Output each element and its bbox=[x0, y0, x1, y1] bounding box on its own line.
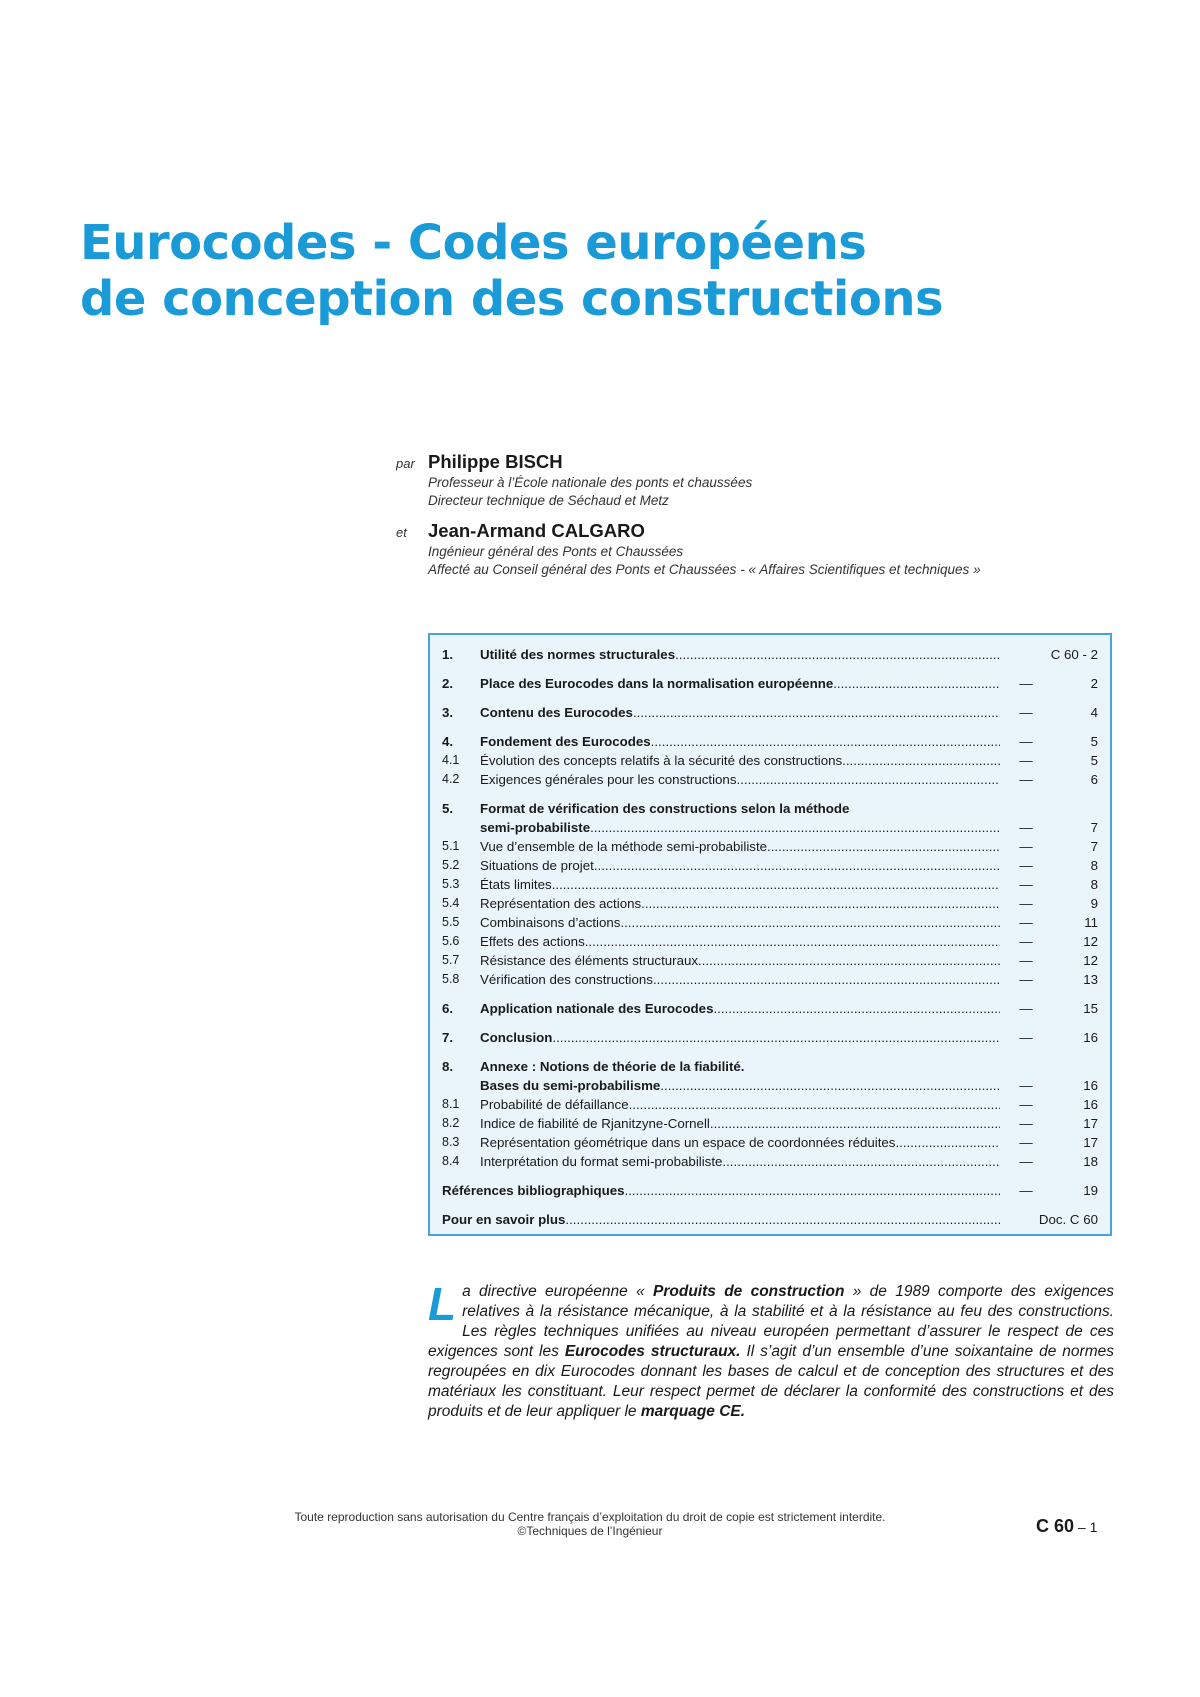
toc-leader bbox=[722, 1152, 1000, 1171]
toc-entry[interactable] bbox=[442, 894, 1098, 913]
toc-title: Probabilité de défaillance bbox=[480, 1097, 629, 1112]
toc-page: 8 bbox=[1090, 877, 1098, 892]
author-role: Professeur à l’École nationale des ponts et chaussées bbox=[428, 475, 753, 490]
toc-page: 17 bbox=[1083, 1116, 1098, 1131]
toc-title: Annexe : Notions de théorie de la fiabilité. bbox=[480, 1059, 745, 1074]
toc-leader bbox=[594, 856, 1000, 875]
toc-title: semi-probabiliste bbox=[480, 820, 591, 835]
toc-page: 16 bbox=[1083, 1030, 1098, 1045]
toc-page: 9 bbox=[1090, 896, 1098, 911]
toc-title: Effets des actions bbox=[480, 934, 585, 949]
toc-entry[interactable] bbox=[442, 913, 1098, 932]
toc-leader bbox=[641, 894, 1000, 913]
toc-entry[interactable] bbox=[442, 1133, 1098, 1152]
toc-title: Situations de projet bbox=[480, 858, 594, 873]
intro-text: a directive européenne « bbox=[462, 1283, 654, 1300]
toc-title: Résistance des éléments structuraux bbox=[480, 953, 699, 968]
toc-leader bbox=[713, 999, 1000, 1018]
author-prefix: par bbox=[396, 456, 415, 471]
toc-entry-heading[interactable] bbox=[442, 1057, 1098, 1076]
intro-text: » de 1989 comporte des exigences relatives à la résistance mécanique, à la stabilité et à la résistance au feu des constructions. Les règles techniques unifiées au niveau européen permettant d’assurer le respect de ces exigences sont les bbox=[428, 1283, 1115, 1360]
intro-emphasis: marquage CE. bbox=[640, 1403, 746, 1420]
drop-cap: L bbox=[428, 1278, 457, 1330]
toc-title: Vérification des constructions bbox=[480, 972, 653, 987]
author-role: Affecté au Conseil général des Ponts et Chaussées - « Affaires Scientifiques et techniques » bbox=[428, 562, 981, 577]
toc-dash: — bbox=[1019, 1097, 1033, 1112]
toc-leader bbox=[585, 932, 1000, 951]
toc-dash: — bbox=[1019, 1154, 1033, 1169]
authors-block bbox=[396, 450, 1148, 588]
toc-page: 11 bbox=[1084, 915, 1098, 930]
copyright-line: ©Techniques de l’Ingénieur bbox=[517, 1524, 663, 1538]
toc-title: Pour en savoir plus bbox=[442, 1212, 566, 1227]
author-calgaro bbox=[396, 519, 1148, 579]
toc-leader bbox=[565, 1210, 1000, 1229]
toc-number: 5.1 bbox=[442, 839, 460, 853]
toc-number: 8.1 bbox=[442, 1097, 460, 1111]
toc-entry-heading[interactable] bbox=[442, 799, 1098, 818]
toc-entry[interactable] bbox=[442, 1076, 1098, 1095]
intro-emphasis: Eurocodes structuraux. bbox=[564, 1343, 741, 1360]
toc-leader bbox=[653, 970, 1000, 989]
toc-title: Combinaisons d’actions bbox=[480, 915, 621, 930]
copyright-notice bbox=[200, 1510, 980, 1538]
toc-entry[interactable] bbox=[442, 1152, 1098, 1171]
toc-page: 16 bbox=[1083, 1078, 1098, 1093]
toc-leader bbox=[675, 645, 1000, 664]
toc-page: 19 bbox=[1083, 1183, 1098, 1198]
toc-title: Contenu des Eurocodes bbox=[480, 705, 633, 720]
toc-dash: — bbox=[1019, 877, 1033, 892]
toc-number: 4.1 bbox=[442, 753, 460, 767]
toc-entry[interactable] bbox=[442, 1028, 1098, 1047]
author-name: Jean-Armand CALGARO bbox=[428, 520, 645, 541]
toc-number: 2. bbox=[442, 676, 454, 691]
toc-dash: — bbox=[1019, 839, 1033, 854]
toc-page-ref: Doc. C 60 bbox=[1038, 1212, 1098, 1227]
toc-leader bbox=[620, 913, 1000, 932]
toc-number: 4. bbox=[442, 734, 454, 749]
toc-entry[interactable] bbox=[442, 856, 1098, 875]
author-role: Directeur technique de Séchaud et Metz bbox=[428, 493, 669, 508]
toc-number: 3. bbox=[442, 705, 454, 720]
toc-page: 4 bbox=[1090, 705, 1098, 720]
title-line-2: de conception des constructions bbox=[80, 271, 944, 327]
toc-entry[interactable] bbox=[442, 1181, 1098, 1200]
toc-page: 12 bbox=[1083, 953, 1098, 968]
toc-dash: — bbox=[1019, 953, 1033, 968]
toc-leader bbox=[767, 837, 1000, 856]
toc-page: 16 bbox=[1083, 1097, 1098, 1112]
toc-title: Utilité des normes structurales bbox=[480, 647, 676, 662]
toc-dash: — bbox=[1019, 772, 1033, 787]
toc-dash: — bbox=[1019, 896, 1033, 911]
toc-dash: — bbox=[1019, 1078, 1033, 1093]
author-role: Ingénieur général des Ponts et Chaussées bbox=[428, 544, 684, 559]
author-prefix: et bbox=[396, 525, 407, 540]
toc-leader bbox=[633, 703, 1000, 722]
toc-leader bbox=[629, 1095, 1000, 1114]
toc-dash: — bbox=[1019, 1116, 1033, 1131]
toc-title: Conclusion bbox=[480, 1030, 553, 1045]
toc-leader bbox=[710, 1114, 1000, 1133]
toc-number: 5.8 bbox=[442, 972, 460, 986]
toc-title: Références bibliographiques bbox=[442, 1183, 625, 1198]
toc-leader bbox=[552, 875, 1000, 894]
toc-leader bbox=[660, 1076, 1000, 1095]
toc-leader bbox=[833, 674, 1000, 693]
toc-entry[interactable] bbox=[442, 837, 1098, 856]
toc-leader bbox=[625, 1181, 1000, 1200]
toc-entry[interactable] bbox=[442, 1095, 1098, 1114]
toc-title: Représentation géométrique dans un espace de coordonnées réduites bbox=[480, 1135, 896, 1150]
toc-entry[interactable] bbox=[442, 770, 1098, 789]
toc-entry[interactable] bbox=[442, 999, 1098, 1018]
toc-number: 5.2 bbox=[442, 858, 460, 872]
copyright-line: Toute reproduction sans autorisation du Centre français d’exploitation du droit de copie est strictement interdite. bbox=[294, 1510, 886, 1524]
toc-dash: — bbox=[1019, 972, 1033, 987]
toc-number: 5. bbox=[442, 801, 454, 816]
toc-page: 5 bbox=[1090, 734, 1098, 749]
toc-title: États limites bbox=[480, 877, 552, 892]
toc-number: 7. bbox=[442, 1030, 454, 1045]
toc-page: 13 bbox=[1083, 972, 1098, 987]
toc-dash: — bbox=[1019, 1135, 1033, 1150]
toc-dash: — bbox=[1019, 1030, 1033, 1045]
toc-number: 5.3 bbox=[442, 877, 460, 891]
intro-emphasis: Produits de construction bbox=[653, 1283, 845, 1300]
intro-paragraph bbox=[428, 1278, 1115, 1422]
toc-page-ref: C 60 - 2 bbox=[1050, 647, 1098, 662]
toc-number: 4.2 bbox=[442, 772, 460, 786]
page-index: 1 bbox=[1089, 1519, 1098, 1535]
toc-title: Application nationale des Eurocodes bbox=[480, 1001, 714, 1016]
toc-number: 8. bbox=[442, 1059, 454, 1074]
toc-dash: — bbox=[1019, 676, 1033, 691]
toc-page: 7 bbox=[1090, 820, 1098, 835]
toc-page: 15 bbox=[1083, 1001, 1098, 1016]
toc-dash: — bbox=[1019, 934, 1033, 949]
toc-number: 5.5 bbox=[442, 915, 460, 929]
page-code: C 60 bbox=[1036, 1516, 1075, 1536]
toc-entry[interactable] bbox=[442, 674, 1098, 693]
page-separator: – bbox=[1074, 1519, 1090, 1535]
toc-number: 8.4 bbox=[442, 1154, 460, 1168]
toc-number: 5.6 bbox=[442, 934, 460, 948]
toc-dash: — bbox=[1019, 915, 1033, 930]
toc-entry[interactable] bbox=[442, 875, 1098, 894]
toc-title: Bases du semi-probabilisme bbox=[480, 1078, 661, 1093]
toc-leader bbox=[590, 818, 1000, 837]
toc-leader bbox=[895, 1133, 1000, 1152]
toc-number: 8.3 bbox=[442, 1135, 460, 1149]
toc-dash: — bbox=[1019, 734, 1033, 749]
toc-page: 17 bbox=[1083, 1135, 1098, 1150]
toc-number: 1. bbox=[442, 647, 454, 662]
toc-leader bbox=[651, 732, 1000, 751]
toc-dash: — bbox=[1019, 1001, 1033, 1016]
toc-page: 6 bbox=[1090, 772, 1098, 787]
toc-title: Évolution des concepts relatifs à la sécurité des constructions bbox=[480, 753, 843, 768]
toc-title: Fondement des Eurocodes bbox=[480, 734, 651, 749]
author-name: Philippe BISCH bbox=[428, 451, 563, 472]
toc-number: 5.4 bbox=[442, 896, 460, 910]
toc-page: 5 bbox=[1090, 753, 1098, 768]
toc-title: Vue d’ensemble de la méthode semi-probabiliste bbox=[480, 839, 768, 854]
toc-dash: — bbox=[1019, 705, 1033, 720]
toc-dash: — bbox=[1019, 858, 1033, 873]
toc-title: Exigences générales pour les constructions bbox=[480, 772, 737, 787]
toc-dash: — bbox=[1019, 753, 1033, 768]
toc-number: 5.7 bbox=[442, 953, 460, 967]
page-number bbox=[1036, 1516, 1097, 1537]
toc-entry[interactable] bbox=[442, 932, 1098, 951]
toc-page: 2 bbox=[1090, 676, 1098, 691]
toc-page: 18 bbox=[1083, 1154, 1098, 1169]
toc-page: 12 bbox=[1083, 934, 1098, 949]
toc-entry[interactable] bbox=[442, 1114, 1098, 1133]
toc-leader bbox=[736, 770, 1000, 789]
toc-leader bbox=[842, 751, 1000, 770]
author-bisch bbox=[396, 450, 1148, 510]
toc-entry[interactable] bbox=[442, 951, 1098, 970]
toc-dash: — bbox=[1019, 820, 1033, 835]
toc-entry[interactable] bbox=[442, 818, 1098, 837]
toc-leader bbox=[552, 1028, 1000, 1047]
toc-entry[interactable] bbox=[442, 1210, 1098, 1229]
title-line-1: Eurocodes - Codes européens bbox=[80, 215, 867, 271]
toc-entry[interactable] bbox=[442, 732, 1098, 751]
toc-dash: — bbox=[1019, 1183, 1033, 1198]
toc-number: 6. bbox=[442, 1001, 454, 1016]
toc-title: Format de vérification des constructions selon la méthode bbox=[480, 801, 850, 816]
intro-text: Il s’agit d’un ensemble d’une soixantaine de normes regroupées en dix Eurocodes donnant les bases de calcul et de conception des structures et des matériaux les constituant. Leur respect permet de déclarer la conformité des constructions et des produits et de leur appliquer le bbox=[428, 1343, 1114, 1420]
toc-title: Interprétation du format semi-probabiliste bbox=[480, 1154, 723, 1169]
toc-title: Représentation des actions bbox=[480, 896, 642, 911]
toc-number: 8.2 bbox=[442, 1116, 460, 1130]
page-title bbox=[80, 215, 943, 327]
toc-page: 7 bbox=[1090, 839, 1098, 854]
toc-title: Indice de fiabilité de Rjanitzyne-Cornell bbox=[480, 1116, 710, 1131]
toc-title: Place des Eurocodes dans la normalisation européenne bbox=[480, 676, 834, 691]
table-of-contents bbox=[428, 633, 1112, 1236]
toc-entry[interactable] bbox=[442, 751, 1098, 770]
toc-entry[interactable] bbox=[442, 970, 1098, 989]
toc-entry[interactable] bbox=[442, 703, 1098, 722]
toc-page: 8 bbox=[1090, 858, 1098, 873]
toc-entry[interactable] bbox=[442, 645, 1098, 664]
toc-leader bbox=[698, 951, 1000, 970]
